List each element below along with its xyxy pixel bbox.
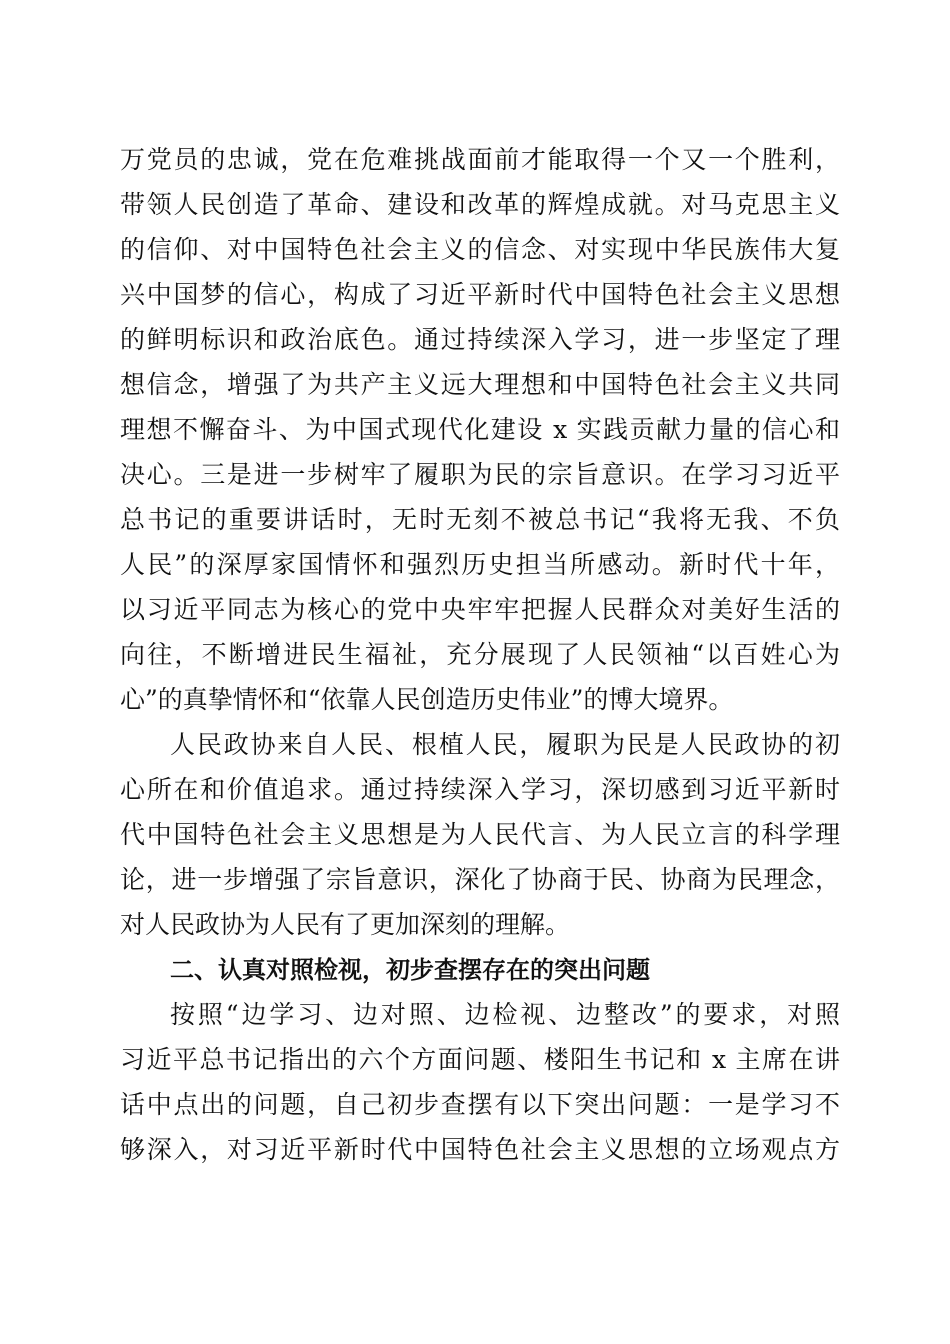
section-heading: 二、认真对照检视，初步查摆存在的突出问题 bbox=[170, 956, 650, 984]
paragraph-line: 人民政协来自人民、根植人民，履职为民是人民政协的初 bbox=[170, 730, 840, 759]
paragraph-line: 想信念，增强了为共产主义远大理想和中国特色社会主义共同 bbox=[120, 370, 840, 399]
paragraph-line: 决心。三是进一步树牢了履职为民的宗旨意识。在学习习近平 bbox=[120, 460, 840, 489]
paragraph-line: 心所在和价值追求。通过持续深入学习，深切感到习近平新时 bbox=[120, 775, 840, 804]
paragraph-line: 人民”的深厚家国情怀和强烈历史担当所感动。新时代十年， bbox=[120, 550, 840, 579]
paragraph-line: 对人民政协为人民有了更加深刻的理解。 bbox=[120, 910, 571, 939]
paragraph-line: 带领人民创造了革命、建设和改革的辉煌成就。对马克思主义 bbox=[120, 190, 840, 219]
paragraph-line: 代中国特色社会主义思想是为人民代言、为人民立言的科学理 bbox=[120, 820, 840, 849]
paragraph-line: 万党员的忠诚，党在危难挑战面前才能取得一个又一个胜利， bbox=[120, 145, 840, 174]
paragraph-line: 理想不懈奋斗、为中国式现代化建设 x 实践贡献力量的信心和 bbox=[120, 415, 840, 444]
paragraph-line: 兴中国梦的信心，构成了习近平新时代中国特色社会主义思想 bbox=[120, 280, 840, 309]
paragraph-line: 按照“边学习、边对照、边检视、边整改”的要求，对照 bbox=[170, 1000, 840, 1029]
paragraph-line: 总书记的重要讲话时，无时无刻不被总书记“我将无我、不负 bbox=[120, 505, 840, 534]
paragraph-line: 心”的真挚情怀和“依靠人民创造历史伟业”的博大境界。 bbox=[120, 685, 734, 714]
paragraph-line: 论，进一步增强了宗旨意识，深化了协商于民、协商为民理念， bbox=[120, 865, 840, 894]
paragraph-line: 的鲜明标识和政治底色。通过持续深入学习，进一步坚定了理 bbox=[120, 325, 840, 354]
paragraph-line: 够深入，对习近平新时代中国特色社会主义思想的立场观点方 bbox=[120, 1135, 840, 1164]
paragraph-line: 向往，不断增进民生福祉，充分展现了人民领袖“以百姓心为 bbox=[120, 640, 840, 669]
paragraph-line: 以习近平同志为核心的党中央牢牢把握人民群众对美好生活的 bbox=[120, 595, 840, 624]
paragraph-line: 的信仰、对中国特色社会主义的信念、对实现中华民族伟大复 bbox=[120, 235, 840, 264]
paragraph-line: 习近平总书记指出的六个方面问题、楼阳生书记和 x 主席在讲 bbox=[120, 1045, 840, 1074]
paragraph-line: 话中点出的问题，自己初步查摆有以下突出问题：一是学习不 bbox=[120, 1090, 840, 1119]
